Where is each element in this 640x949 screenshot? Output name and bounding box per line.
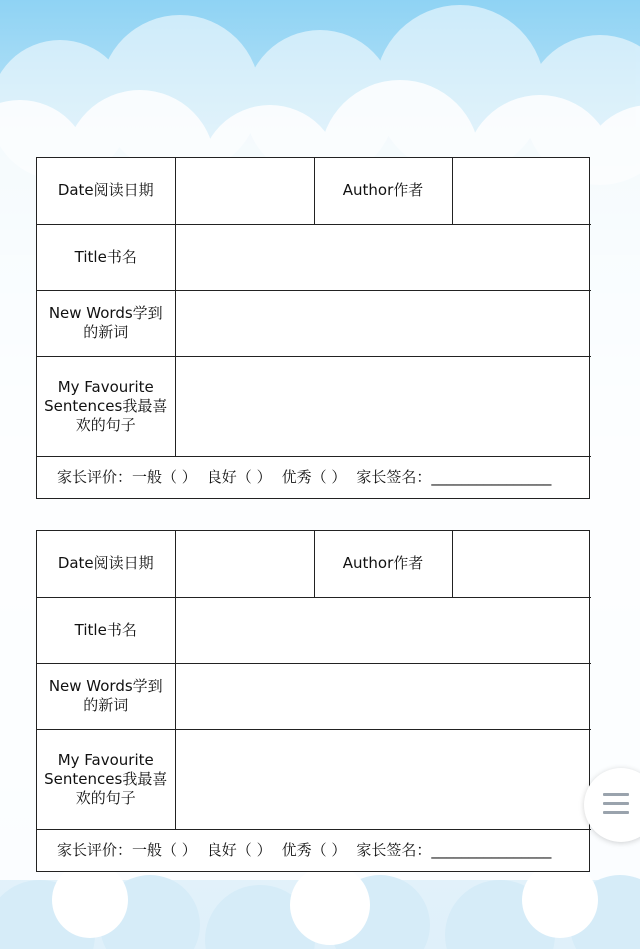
new-words-row bbox=[37, 290, 591, 356]
title-field[interactable] bbox=[175, 224, 591, 290]
parent-evaluation bbox=[37, 456, 591, 498]
author-field[interactable] bbox=[452, 158, 591, 224]
sentences-row bbox=[37, 356, 591, 456]
new-words-field[interactable] bbox=[175, 663, 591, 729]
date-author-row bbox=[37, 158, 591, 224]
sentences-label: My Favourite Sentences我最喜欢的句子 bbox=[37, 729, 175, 829]
title-row bbox=[37, 597, 591, 663]
evaluation-prefix: 家长评价： bbox=[57, 467, 133, 486]
evaluation-prefix: 家长评价： bbox=[57, 840, 133, 859]
evaluation-option-average[interactable]: 一般（ ） bbox=[132, 840, 197, 859]
date-label: Date阅读日期 bbox=[37, 158, 175, 224]
parent-signature[interactable]: 家长签名：________________ bbox=[356, 840, 552, 859]
author-field[interactable] bbox=[452, 531, 591, 597]
reading-log-table bbox=[37, 158, 591, 498]
new-words-label: New Words学到的新词 bbox=[37, 663, 175, 729]
sentences-field[interactable] bbox=[175, 729, 591, 829]
author-label: Author作者 bbox=[314, 531, 452, 597]
date-author-row bbox=[37, 531, 591, 597]
evaluation-option-good[interactable]: 良好（ ） bbox=[206, 840, 272, 859]
reading-log-card-1 bbox=[36, 157, 590, 499]
parent-signature[interactable]: 家长签名：________________ bbox=[356, 467, 552, 486]
date-field[interactable] bbox=[175, 531, 314, 597]
reading-log-table bbox=[37, 531, 591, 871]
date-label: Date阅读日期 bbox=[37, 531, 175, 597]
evaluation-option-excellent[interactable]: 优秀（ ） bbox=[281, 840, 347, 859]
new-words-label: New Words学到的新词 bbox=[37, 290, 175, 356]
evaluation-option-excellent[interactable]: 优秀（ ） bbox=[281, 467, 347, 486]
new-words-row bbox=[37, 663, 591, 729]
parent-evaluation bbox=[37, 829, 591, 871]
reading-log-card-2 bbox=[36, 530, 590, 872]
title-field[interactable] bbox=[175, 597, 591, 663]
evaluation-row bbox=[37, 829, 591, 871]
date-field[interactable] bbox=[175, 158, 314, 224]
new-words-field[interactable] bbox=[175, 290, 591, 356]
title-row bbox=[37, 224, 591, 290]
evaluation-row bbox=[37, 456, 591, 498]
sentences-row bbox=[37, 729, 591, 829]
author-label: Author作者 bbox=[314, 158, 452, 224]
evaluation-option-average[interactable]: 一般（ ） bbox=[132, 467, 197, 486]
title-label: Title书名 bbox=[37, 597, 175, 663]
title-label: Title书名 bbox=[37, 224, 175, 290]
evaluation-option-good[interactable]: 良好（ ） bbox=[206, 467, 272, 486]
sentences-field[interactable] bbox=[175, 356, 591, 456]
sentences-label: My Favourite Sentences我最喜欢的句子 bbox=[37, 356, 175, 456]
